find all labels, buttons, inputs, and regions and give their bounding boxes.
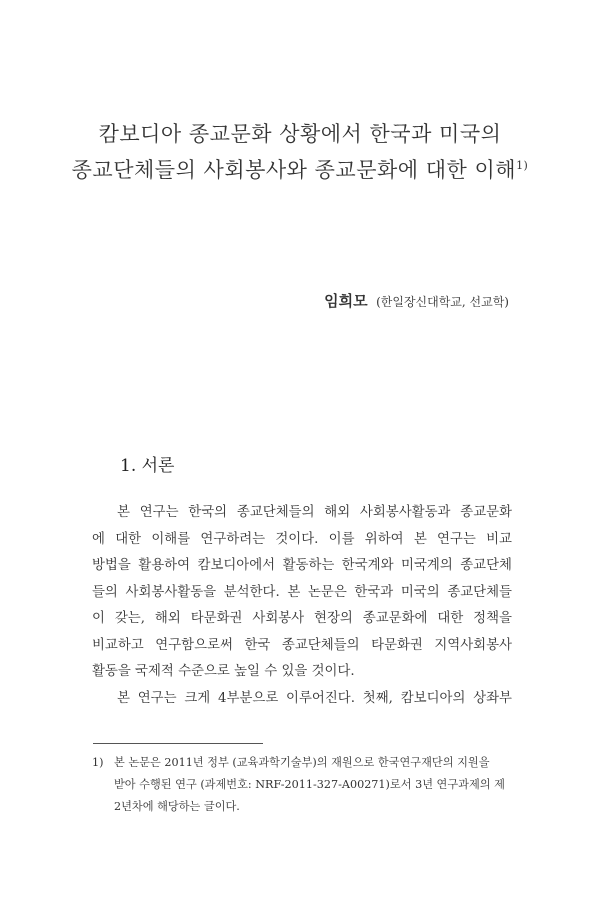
body-line: 방법을 활용하여 캄보디아에서 활동하는 한국계와 미국계의 종교단체 <box>92 558 512 573</box>
footnote-line: 본 논문은 2011년 정부 (교육과학기술부)의 재원으로 한국연구재단의 지원을 <box>114 756 490 769</box>
footnote-line: 2년차에 해당하는 글이다. <box>114 800 240 813</box>
paper-title <box>60 118 540 186</box>
footnote-number: 1) <box>92 756 104 769</box>
author-block <box>324 290 509 311</box>
paragraph-2 <box>92 686 512 713</box>
title-line-2-text: 종교단체들의 사회봉사와 종교문화에 대한 이해 <box>71 158 517 182</box>
body-line: 들의 사회봉사활동을 분석한다. 본 논문은 한국과 미국의 종교단체들 <box>92 584 512 600</box>
title-line-2 <box>60 150 540 186</box>
body-line: 본 연구는 한국의 종교단체들의 해외 사회봉사활동과 종교문화 <box>117 505 512 520</box>
footnote-line: 받아 수행된 연구 (과제번호: NRF-2011-327-A00271)로서 3년 연구과제의 제 <box>114 778 505 791</box>
author-name: 임희모 <box>324 292 368 310</box>
footnote-divider <box>93 743 263 744</box>
author-affiliation: (한일장신대학교, 선교학) <box>376 295 509 309</box>
paragraph-1 <box>92 500 512 686</box>
body-line: 이 갖는, 해외 타문화권 사회봉사 현장의 종교문화에 대한 정책을 <box>92 611 512 626</box>
footnote-text <box>114 752 512 818</box>
body-text <box>92 500 512 712</box>
footnote <box>92 752 512 818</box>
body-line: 에 대한 이해를 연구하려는 것이다. 이를 위하여 본 연구는 비교 <box>92 531 512 547</box>
section-heading: 1. 서론 <box>120 456 175 476</box>
body-line: 활동을 국제적 수준으로 높일 수 있을 것이다. <box>92 664 355 679</box>
title-footnote-mark: 1) <box>516 159 529 172</box>
body-line: 비교하고 연구함으로써 한국 종교단체들의 타문화권 지역사회봉사 <box>92 637 512 653</box>
body-line: 본 연구는 크게 4부분으로 이루어진다. 첫째, 캄보디아의 상좌부 <box>117 690 512 706</box>
title-line-1: 캄보디아 종교문화 상황에서 한국과 미국의 <box>98 122 502 146</box>
